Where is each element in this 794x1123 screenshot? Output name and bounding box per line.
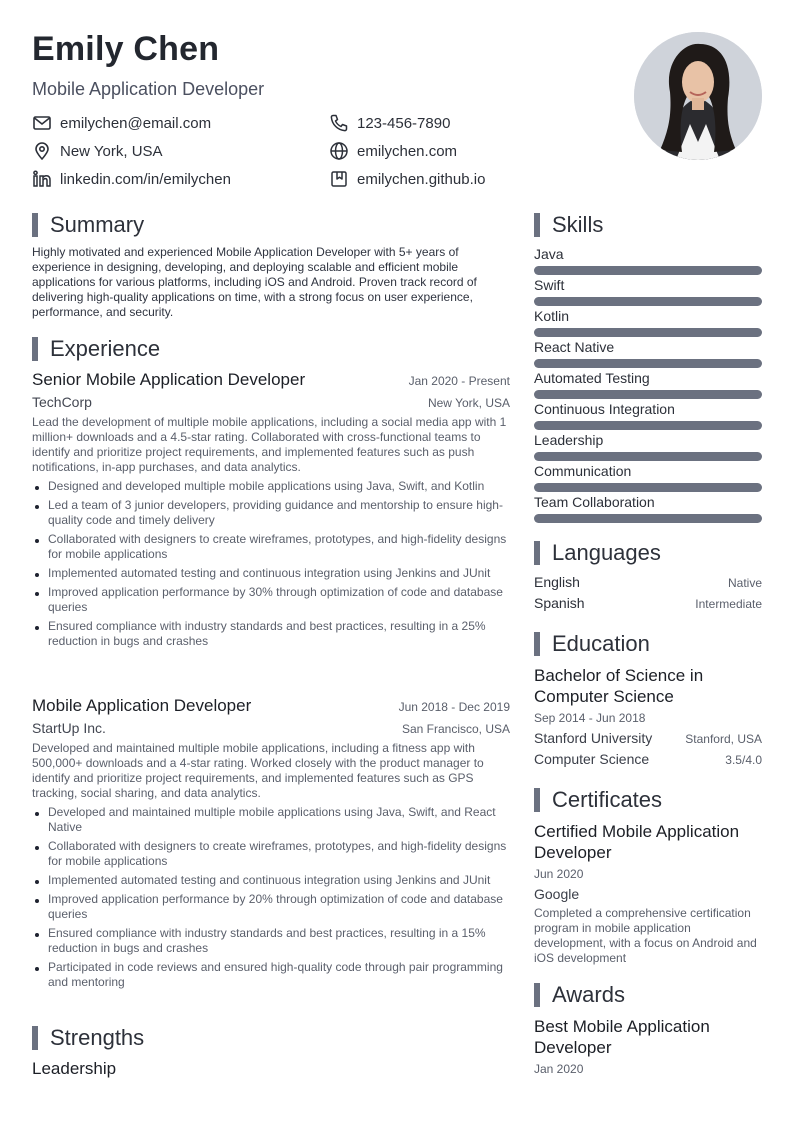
skill-bar — [534, 390, 762, 399]
job-title: Mobile Application Developer — [32, 696, 252, 715]
skill-name: Kotlin — [534, 308, 570, 324]
job-dates: Jun 2018 - Dec 2019 — [398, 700, 510, 714]
language-level: Intermediate — [695, 597, 762, 611]
languages-heading-text: Languages — [552, 540, 661, 565]
strength-item: Leadership — [32, 1059, 117, 1078]
bullet-item: Participated in code reviews and ensured high-quality code through pair programming and mentoring — [32, 960, 510, 990]
bullet-item: Improved application performance by 30% through optimization of code and database queries — [32, 585, 510, 615]
skill-name: Automated Testing — [534, 370, 650, 386]
skill-name: React Native — [534, 339, 615, 355]
skill-bar — [534, 483, 762, 492]
education-degree: Bachelor of Science in Computer Science — [534, 666, 704, 706]
skills-heading-text: Skills — [552, 212, 604, 237]
certificate-description: Completed a comprehensive certification program in mobile application development, with a focus on Android and iOS development — [534, 906, 757, 965]
bullet-item: Ensured compliance with industry standards and best practices, resulting in a 25% reduction in bugs and crashes — [32, 619, 510, 649]
skill-item — [534, 339, 762, 355]
job-description: Developed and maintained multiple mobile applications, including a fitness app with 500,000+ downloads and a 4-star rating. Worked closely with the product manager to identify and prioritize project requirements, and implemented features such as GPS tracking, social sharing, and data analytics. — [32, 741, 484, 800]
certificate-title: Certified Mobile Application Developer — [534, 822, 740, 862]
bullet-item: Developed and maintained multiple mobile applications using Java, Swift, and React Native — [32, 805, 510, 835]
job-description: Lead the development of multiple mobile applications, including a social media app with 1 million+ downloads and a 4.5-star rating. Collaborated with cross-functional teams to identify and prioritize project requirements, and implemented features such as push notifications, in-app purchases, and data analytics. — [32, 415, 507, 474]
skill-item — [534, 308, 762, 324]
contact-location — [32, 141, 163, 161]
job-location: New York, USA — [427, 396, 510, 410]
bullet-item: Improved application performance by 20% through optimization of code and database queries — [32, 892, 510, 922]
bullet-item: Designed and developed multiple mobile applications using Java, Swift, and Kotlin — [32, 479, 510, 494]
heading-accent-bar — [534, 983, 540, 1007]
certificates-heading — [534, 787, 662, 813]
contact-email-text: emilychen@email.com — [60, 114, 212, 132]
awards-heading — [534, 982, 625, 1008]
skill-bar — [534, 266, 762, 275]
language-item — [534, 595, 762, 611]
contact-phone[interactable] — [329, 113, 450, 133]
globe-icon — [329, 141, 349, 161]
experience-heading-text: Experience — [50, 336, 161, 361]
contact-linkedin[interactable] — [32, 169, 231, 189]
language-name: Spanish — [534, 595, 585, 611]
envelope-icon — [32, 113, 52, 133]
bullet-item: Collaborated with designers to create wireframes, prototypes, and high-fidelity designs for mobile applications — [32, 839, 510, 869]
contact-github[interactable] — [329, 169, 485, 189]
job-bullets — [32, 805, 510, 994]
job-header — [32, 696, 510, 736]
certificate-issuer: Google — [534, 886, 580, 902]
job-title: Senior Mobile Application Developer — [32, 370, 306, 389]
education-field: Computer Science — [534, 751, 650, 767]
skill-bar — [534, 359, 762, 368]
language-item — [534, 574, 762, 590]
summary-text: Highly motivated and experienced Mobile Application Developer with 5+ years of experience in designing, developing, and deploying scalable and efficient mobile applications for various platforms, including iOS and Android. Proven track record of delivering high-quality applications on time, with a strong focus on user experience, performance, and security. — [32, 245, 477, 319]
contact-email[interactable] — [32, 113, 211, 133]
skill-name: Continuous Integration — [534, 401, 675, 417]
heading-accent-bar — [534, 788, 540, 812]
job-bullets — [32, 479, 510, 653]
job-header — [32, 370, 510, 410]
skill-bar — [534, 421, 762, 430]
skill-item — [534, 401, 762, 417]
education-school: Stanford University — [534, 730, 653, 746]
bullet-item: Led a team of 3 junior developers, providing guidance and mentorship to ensure high-quality code and timely delivery — [32, 498, 510, 528]
skills-heading — [534, 212, 603, 238]
bookmark-square-icon — [329, 169, 349, 189]
heading-accent-bar — [32, 1026, 38, 1050]
education-school-row — [534, 730, 762, 746]
skill-item — [534, 463, 762, 479]
experience-heading — [32, 336, 160, 362]
skill-name: Swift — [534, 277, 565, 293]
contact-location-text: New York, USA — [60, 142, 163, 160]
candidate-name: Emily Chen — [32, 30, 220, 68]
award-title: Best Mobile Application Developer — [534, 1017, 710, 1057]
heading-accent-bar — [32, 337, 38, 361]
education-heading — [534, 631, 650, 657]
phone-icon — [329, 113, 349, 133]
skill-name: Team Collaboration — [534, 494, 655, 510]
awards-heading-text: Awards — [552, 982, 625, 1007]
bullet-item: Ensured compliance with industry standards and best practices, resulting in a 15% reduction in bugs and crashes — [32, 926, 510, 956]
job-location: San Francisco, USA — [401, 722, 510, 736]
heading-accent-bar — [534, 213, 540, 237]
heading-accent-bar — [534, 541, 540, 565]
strengths-heading — [32, 1025, 144, 1051]
languages-heading — [534, 540, 661, 566]
contact-phone-text: 123-456-7890 — [357, 114, 451, 132]
skill-name: Leadership — [534, 432, 604, 448]
certificates-heading-text: Certificates — [552, 787, 663, 812]
language-level: Native — [727, 576, 762, 590]
skill-item — [534, 246, 762, 262]
education-dates: Sep 2014 - Jun 2018 — [534, 711, 646, 725]
skill-item — [534, 277, 762, 293]
certificate-date: Jun 2020 — [534, 867, 584, 881]
map-pin-icon — [32, 141, 52, 161]
bullet-item: Implemented automated testing and continuous integration using Jenkins and JUnit — [32, 566, 510, 581]
profile-photo — [634, 32, 762, 160]
bullet-item: Implemented automated testing and continuous integration using Jenkins and JUnit — [32, 873, 510, 888]
skill-item — [534, 370, 762, 386]
summary-heading-text: Summary — [50, 212, 145, 237]
education-field-row — [534, 751, 762, 767]
education-heading-text: Education — [552, 631, 650, 656]
heading-accent-bar — [32, 213, 38, 237]
contact-linkedin-text: linkedin.com/in/emilychen — [60, 170, 231, 188]
skill-name: Communication — [534, 463, 632, 479]
skill-bar — [534, 328, 762, 337]
skill-item — [534, 432, 762, 448]
skill-name: Java — [534, 246, 564, 262]
education-location: Stanford, USA — [685, 732, 762, 746]
award-date: Jan 2020 — [534, 1062, 584, 1076]
job-dates: Jan 2020 - Present — [408, 374, 510, 388]
heading-accent-bar — [534, 632, 540, 656]
contact-website[interactable] — [329, 141, 457, 161]
job-company: TechCorp — [32, 394, 92, 410]
contact-website-text: emilychen.com — [357, 142, 458, 160]
education-gpa: 3.5/4.0 — [725, 753, 762, 767]
summary-heading — [32, 212, 144, 238]
skill-bar — [534, 514, 762, 523]
skill-item — [534, 494, 762, 510]
language-name: English — [534, 574, 580, 590]
skill-bar — [534, 452, 762, 461]
skill-bar — [534, 297, 762, 306]
strengths-heading-text: Strengths — [50, 1025, 145, 1050]
candidate-title: Mobile Application Developer — [32, 79, 265, 99]
contact-github-text: emilychen.github.io — [357, 170, 486, 188]
linkedin-icon — [32, 169, 52, 189]
bullet-item: Collaborated with designers to create wireframes, prototypes, and high-fidelity designs for mobile applications — [32, 532, 510, 562]
job-company: StartUp Inc. — [32, 720, 106, 736]
